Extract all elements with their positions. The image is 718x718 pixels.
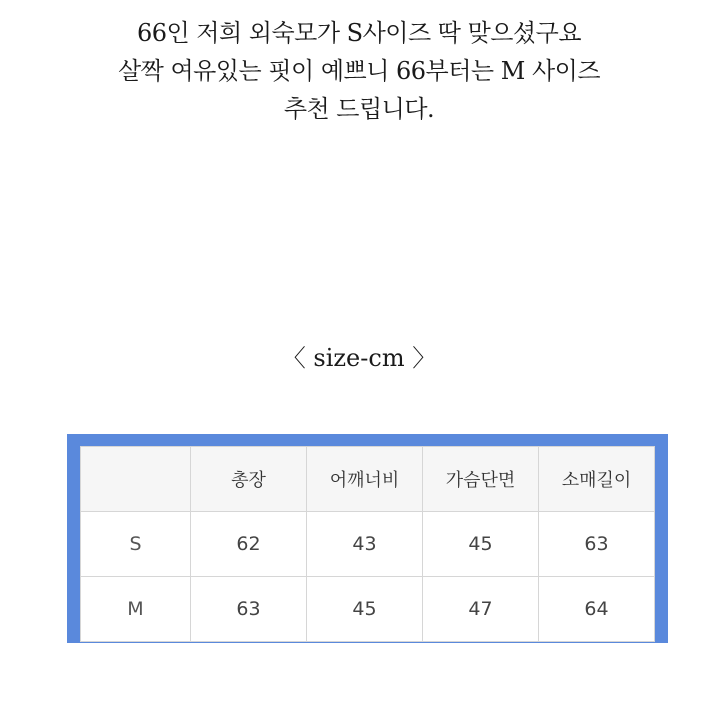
intro-line-3: 추천 드립니다. <box>283 95 435 123</box>
row-size-label: S <box>81 512 191 577</box>
table-cell: 45 <box>423 512 539 577</box>
table-cell: 45 <box>307 577 423 642</box>
table-cell: 64 <box>539 577 655 642</box>
intro-line-2: 살짝 여유있는 핏이 예쁘니 66부터는 M 사이즈 <box>117 57 600 85</box>
header-total-length: 총장 <box>191 447 307 512</box>
size-table-frame <box>67 434 668 643</box>
table-row <box>81 512 655 577</box>
header-sleeve-length: 소매길이 <box>539 447 655 512</box>
table-cell: 62 <box>191 512 307 577</box>
table-cell: 47 <box>423 577 539 642</box>
table-cell: 43 <box>307 512 423 577</box>
table-header-row <box>81 447 655 512</box>
size-heading: 〈 size-cm 〉 <box>281 344 437 372</box>
header-corner-cell <box>81 447 191 512</box>
header-shoulder-width: 어깨너비 <box>307 447 423 512</box>
size-table <box>80 446 655 642</box>
row-size-label: M <box>81 577 191 642</box>
intro-line-1: 66인 저희 외숙모가 S사이즈 딱 맞으셨구요 <box>136 19 582 47</box>
table-row <box>81 577 655 642</box>
intro-text <box>0 14 718 128</box>
table-cell: 63 <box>539 512 655 577</box>
header-chest-width: 가슴단면 <box>423 447 539 512</box>
table-cell: 63 <box>191 577 307 642</box>
